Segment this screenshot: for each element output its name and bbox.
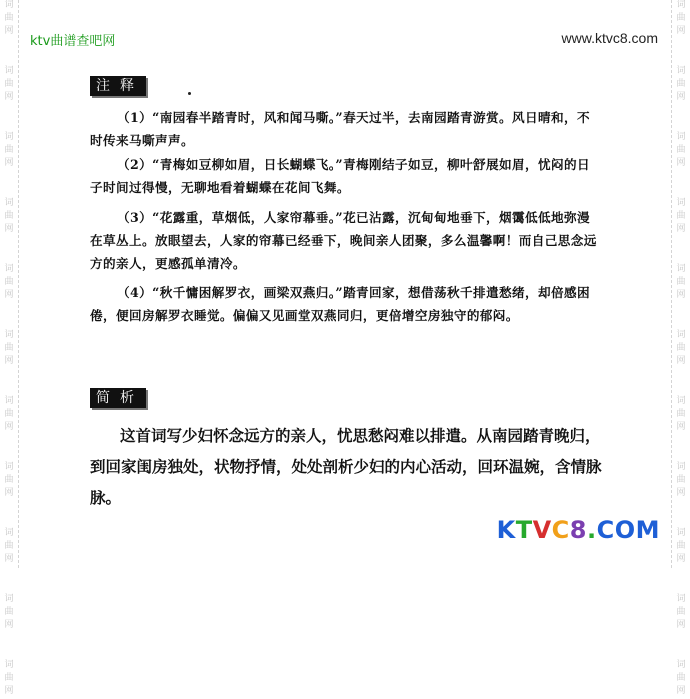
logo-letter: . [586,516,597,544]
watermark-group [676,528,685,567]
watermark-char: 曲 [676,409,686,419]
watermark-char: 曲 [676,277,686,287]
watermark-char: 词 [676,0,686,10]
watermark-char: 网 [4,158,14,168]
watermark-group [676,594,685,633]
watermark-char: 网 [4,224,14,234]
site-logo [497,516,660,544]
logo-letter: C [551,516,570,544]
note-quote: （3）“花露重，草烟低，人家帘幕垂。” [117,210,344,225]
logo-letter: K [496,516,516,544]
watermark-char: 词 [676,198,686,208]
note-quote: （1）“南园春半踏青时，风和闻马嘶。” [117,110,344,125]
watermark-char: 词 [676,330,686,340]
watermark-group [676,264,685,303]
watermark-group [676,132,685,171]
watermark-group [4,396,13,435]
note-explanation: 花已沾露，沉甸甸地垂下，烟霭低低地弥漫在草丛上。放眼望去，人家的帘幕已经垂下，晚间亲人团聚，多么温馨啊！而自己思念远方的亲人，更感孤单清冷。 [90,210,597,271]
watermark-char: 词 [4,66,14,76]
watermark-char: 曲 [4,13,14,23]
watermark-char: 曲 [676,343,686,353]
watermark-char: 词 [676,264,686,274]
watermark-group [4,660,13,699]
watermark-group [676,198,685,237]
watermark-char: 词 [676,462,686,472]
analysis-section-title: 简析 [90,388,146,408]
note-item-4 [90,281,602,327]
watermark-char: 词 [676,594,686,604]
watermark-char: 词 [4,264,14,274]
watermark-group [4,528,13,567]
watermark-char: 曲 [676,211,686,221]
watermark-char: 曲 [4,475,14,485]
watermark-group [676,0,685,39]
watermark-char: 曲 [676,145,686,155]
watermark-char: 词 [676,132,686,142]
watermark-char: 词 [4,660,14,670]
site-url-header: www.ktvc8.com [561,30,658,46]
watermark-char: 网 [4,356,14,366]
watermark-char: 曲 [676,79,686,89]
note-item-2 [90,153,602,199]
watermark-column-right [671,0,690,696]
watermark-char: 网 [4,290,14,300]
note-explanation: 春天过半，去南园踏青游赏。风日晴和，不时传来马嘶声声。 [90,110,590,148]
watermark-char: 曲 [676,673,686,683]
watermark-char: 词 [4,198,14,208]
watermark-char: 词 [676,396,686,406]
watermark-char: 词 [4,528,14,538]
watermark-group [4,66,13,105]
logo-letter: COM [596,516,660,544]
watermark-char: 网 [4,26,14,36]
watermark-char: 曲 [4,79,14,89]
watermark-char: 网 [676,488,686,498]
watermark-char: 网 [676,620,686,630]
watermark-group [4,594,13,633]
note-explanation: 踏青回家，想借荡秋千排遣愁绪，却倍感困倦，便回房解罗衣睡觉。偏偏又见画堂双燕同归，更倍增空房独守的郁闷。 [90,285,590,323]
watermark-char: 网 [676,224,686,234]
watermark-char: 网 [4,686,14,696]
logo-letter: T [515,516,533,544]
watermark-group [676,66,685,105]
watermark-char: 词 [4,330,14,340]
watermark-char: 网 [676,422,686,432]
watermark-group [4,132,13,171]
watermark-char: 词 [4,0,14,10]
watermark-char: 网 [4,422,14,432]
watermark-char: 曲 [4,145,14,155]
watermark-char: 曲 [4,343,14,353]
note-quote: （2）“青梅如豆柳如眉，日长蝴蝶飞。” [117,157,344,172]
watermark-group [676,330,685,369]
watermark-char: 网 [676,554,686,564]
watermark-char: 网 [4,554,14,564]
watermark-group [4,462,13,501]
watermark-char: 网 [676,92,686,102]
site-name-header: ktv曲谱查吧网 [30,34,116,49]
note-explanation: 青梅刚结子如豆，柳叶舒展如眉，忧闷的日子时间过得慢，无聊地看着蝴蝶在花间飞舞。 [90,157,590,195]
watermark-char: 词 [676,528,686,538]
watermark-group [4,0,13,39]
watermark-char: 词 [676,66,686,76]
watermark-char: 曲 [4,277,14,287]
watermark-group [4,264,13,303]
watermark-group [4,330,13,369]
watermark-char: 网 [676,290,686,300]
watermark-column-left [0,0,19,696]
watermark-char: 曲 [676,607,686,617]
watermark-char: 网 [4,92,14,102]
watermark-char: 网 [676,686,686,696]
analysis-paragraph: 这首词写少妇怀念远方的亲人，忧思愁闷难以排遣。从南园踏青晚归，到回家闺房独处，状物抒情，处处剖析少妇的内心活动，回环温婉，含情脉脉。 [90,426,602,507]
watermark-char: 曲 [676,541,686,551]
watermark-char: 词 [4,396,14,406]
watermark-char: 曲 [4,541,14,551]
watermark-char: 网 [676,356,686,366]
watermark-group [676,396,685,435]
watermark-char: 词 [4,594,14,604]
watermark-char: 词 [4,462,14,472]
watermark-char: 词 [4,132,14,142]
note-item-1 [90,106,602,152]
watermark-group [676,462,685,501]
watermark-group [4,198,13,237]
watermark-char: 曲 [4,211,14,221]
watermark-char: 词 [676,660,686,670]
watermark-char: 网 [676,158,686,168]
watermark-char: 曲 [4,409,14,419]
watermark-char: 网 [4,488,14,498]
watermark-char: 曲 [676,475,686,485]
watermark-char: 曲 [676,13,686,23]
logo-letter: 8 [569,516,587,544]
note-quote: （4）“秋千慵困解罗衣，画梁双燕归。” [117,285,344,300]
watermark-char: 曲 [4,607,14,617]
watermark-char: 曲 [4,673,14,683]
notes-section-title: 注释 [90,76,146,96]
logo-letter: V [532,516,552,544]
watermark-group [676,660,685,699]
decorative-dot [188,92,191,95]
watermark-char: 网 [676,26,686,36]
note-item-3 [90,206,602,275]
watermark-char: 网 [4,620,14,630]
